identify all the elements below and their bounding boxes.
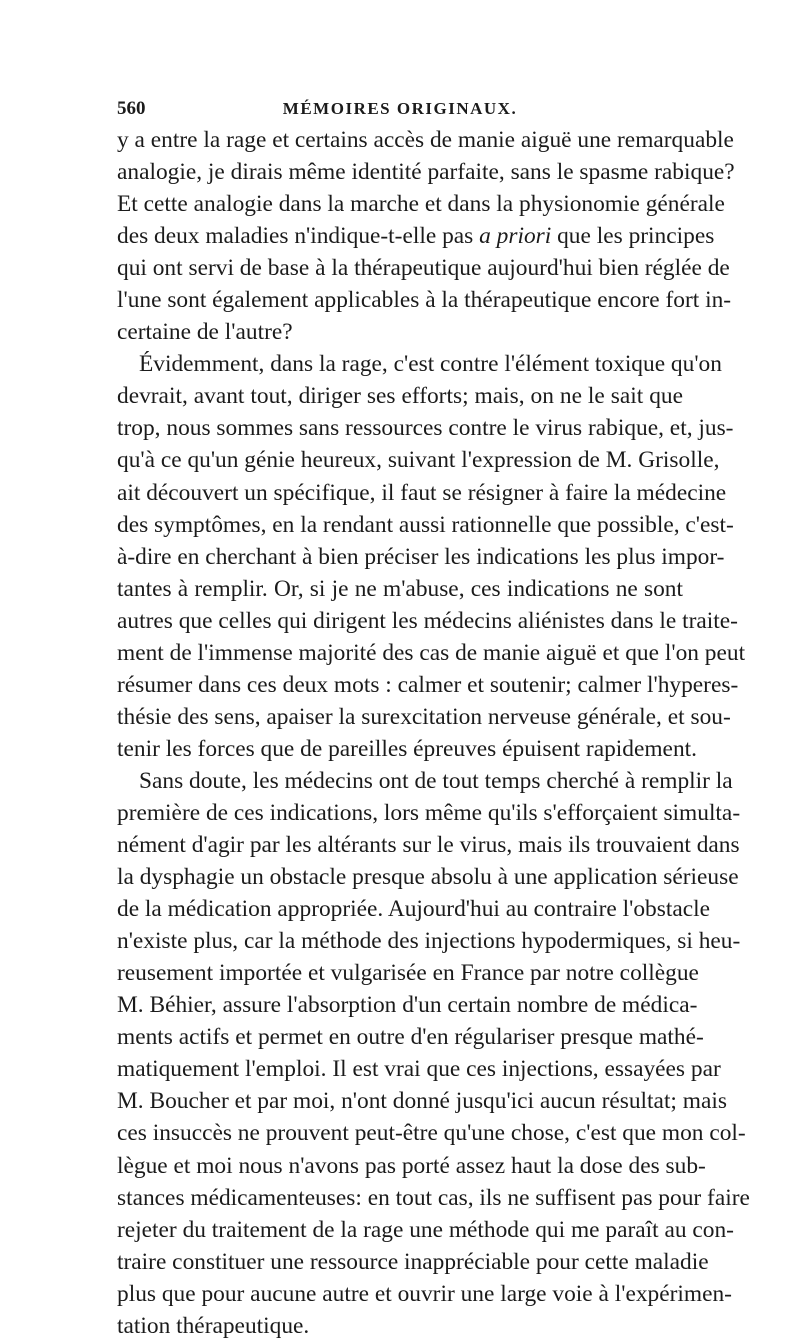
text-line: trop, nous sommes sans ressources contre le virus rabique, et, jus- bbox=[117, 415, 734, 442]
text-line: ait découvert un spécifique, il faut se résigner à faire la médecine bbox=[117, 479, 727, 506]
text-line: thésie des sens, apaiser la surexcitation nerveuse générale, et sou- bbox=[117, 703, 731, 730]
text-line: tantes à remplir. Or, si je ne m'abuse, ces indications ne sont bbox=[117, 575, 683, 602]
text-line: plus que pour aucune autre et ouvrir une large voie à l'expérimen- bbox=[117, 1280, 732, 1307]
running-title: MÉMOIRES ORIGINAUX. bbox=[282, 99, 518, 118]
text-line: qui ont servi de base à la thérapeutique aujourd'hui bien réglée de bbox=[117, 255, 730, 282]
text-line: y a entre la rage et certains accès de manie aiguë une remarquable bbox=[117, 127, 734, 153]
text-line: Et cette analogie dans la marche et dans la physionomie générale bbox=[117, 191, 725, 218]
text-line: tation thérapeutique. bbox=[117, 1312, 310, 1339]
text-line: résumer dans ces deux mots : calmer et soutenir; calmer l'hyperes- bbox=[117, 671, 739, 698]
text-line: reusement importée et vulgarisée en France par notre collègue bbox=[117, 960, 699, 987]
text-line: n'existe plus, car la méthode des injections hypodermiques, si heu- bbox=[117, 928, 741, 955]
text-line: tenir les forces que de pareilles épreuves épuisent rapidement. bbox=[117, 735, 697, 762]
text-segment: des deux maladies n'indique-t-elle pas bbox=[117, 223, 474, 250]
text-line: ments actifs et permet en outre d'en régulariser presque mathé- bbox=[117, 1024, 704, 1051]
text-line: la dysphagie un obstacle presque absolu à une application sérieuse bbox=[117, 864, 739, 891]
text-line: autres que celles qui dirigent les médecins aliénistes dans le traite- bbox=[117, 607, 738, 634]
text-line: rejeter du traitement de la rage une méthode qui me paraît au con- bbox=[117, 1216, 734, 1243]
text-line: des symptômes, en la rendant aussi rationnelle que possible, c'est- bbox=[117, 511, 734, 538]
text-segment: que les principes bbox=[551, 223, 715, 250]
text-line: l'une sont également applicables à la thérapeutique encore fort in- bbox=[117, 287, 732, 314]
text-line: ment de l'immense majorité des cas de manie aiguë et que l'on peut bbox=[117, 639, 746, 666]
paragraph-1 bbox=[117, 124, 735, 348]
text-line: traire constituer une ressource inappréciable pour cette maladie bbox=[117, 1248, 709, 1275]
body-text bbox=[117, 124, 750, 1342]
text-line: Évidemment, dans la rage, c'est contre l'élément toxique qu'on bbox=[139, 351, 722, 378]
text-line bbox=[117, 220, 715, 252]
text-line: certaine de l'autre? bbox=[117, 319, 293, 346]
book-page bbox=[117, 94, 750, 1342]
text-line: de la médication appropriée. Aujourd'hui au contraire l'obstacle bbox=[117, 896, 710, 923]
text-line: à-dire en cherchant à bien préciser les indications les plus impor- bbox=[117, 543, 725, 570]
text-line: matiquement l'emploi. Il est vrai que ces injections, essayées par bbox=[117, 1056, 721, 1083]
italic-phrase: a priori bbox=[479, 223, 552, 250]
text-line: analogie, je dirais même identité parfaite, sans le spasme rabique? bbox=[117, 159, 735, 186]
text-line: Sans doute, les médecins ont de tout temps cherché à remplir la bbox=[139, 767, 733, 794]
text-line: lègue et moi nous n'avons pas porté assez haut la dose des sub- bbox=[117, 1152, 706, 1179]
text-line: qu'à ce qu'un génie heureux, suivant l'expression de M. Grisolle, bbox=[117, 447, 720, 474]
text-line: M. Boucher et par moi, n'ont donné jusqu'ici aucun résultat; mais bbox=[117, 1088, 727, 1115]
text-line: M. Béhier, assure l'absorption d'un certain nombre de médica- bbox=[117, 992, 698, 1019]
paragraph-3 bbox=[117, 765, 750, 1342]
text-line: ces insuccès ne prouvent peut-être qu'une chose, c'est que mon col- bbox=[117, 1120, 746, 1147]
text-line: devrait, avant tout, diriger ses efforts; mais, on ne le sait que bbox=[117, 383, 683, 410]
page-number: 560 bbox=[117, 98, 146, 119]
text-line: première de ces indications, lors même qu'ils s'efforçaient simulta- bbox=[117, 799, 741, 826]
text-line: stances médicamenteuses: en tout cas, ils ne suffisent pas pour faire bbox=[117, 1184, 750, 1211]
text-line: nément d'agir par les altérants sur le virus, mais ils trouvaient dans bbox=[117, 832, 740, 859]
paragraph-2 bbox=[117, 348, 746, 765]
running-head bbox=[117, 94, 683, 124]
